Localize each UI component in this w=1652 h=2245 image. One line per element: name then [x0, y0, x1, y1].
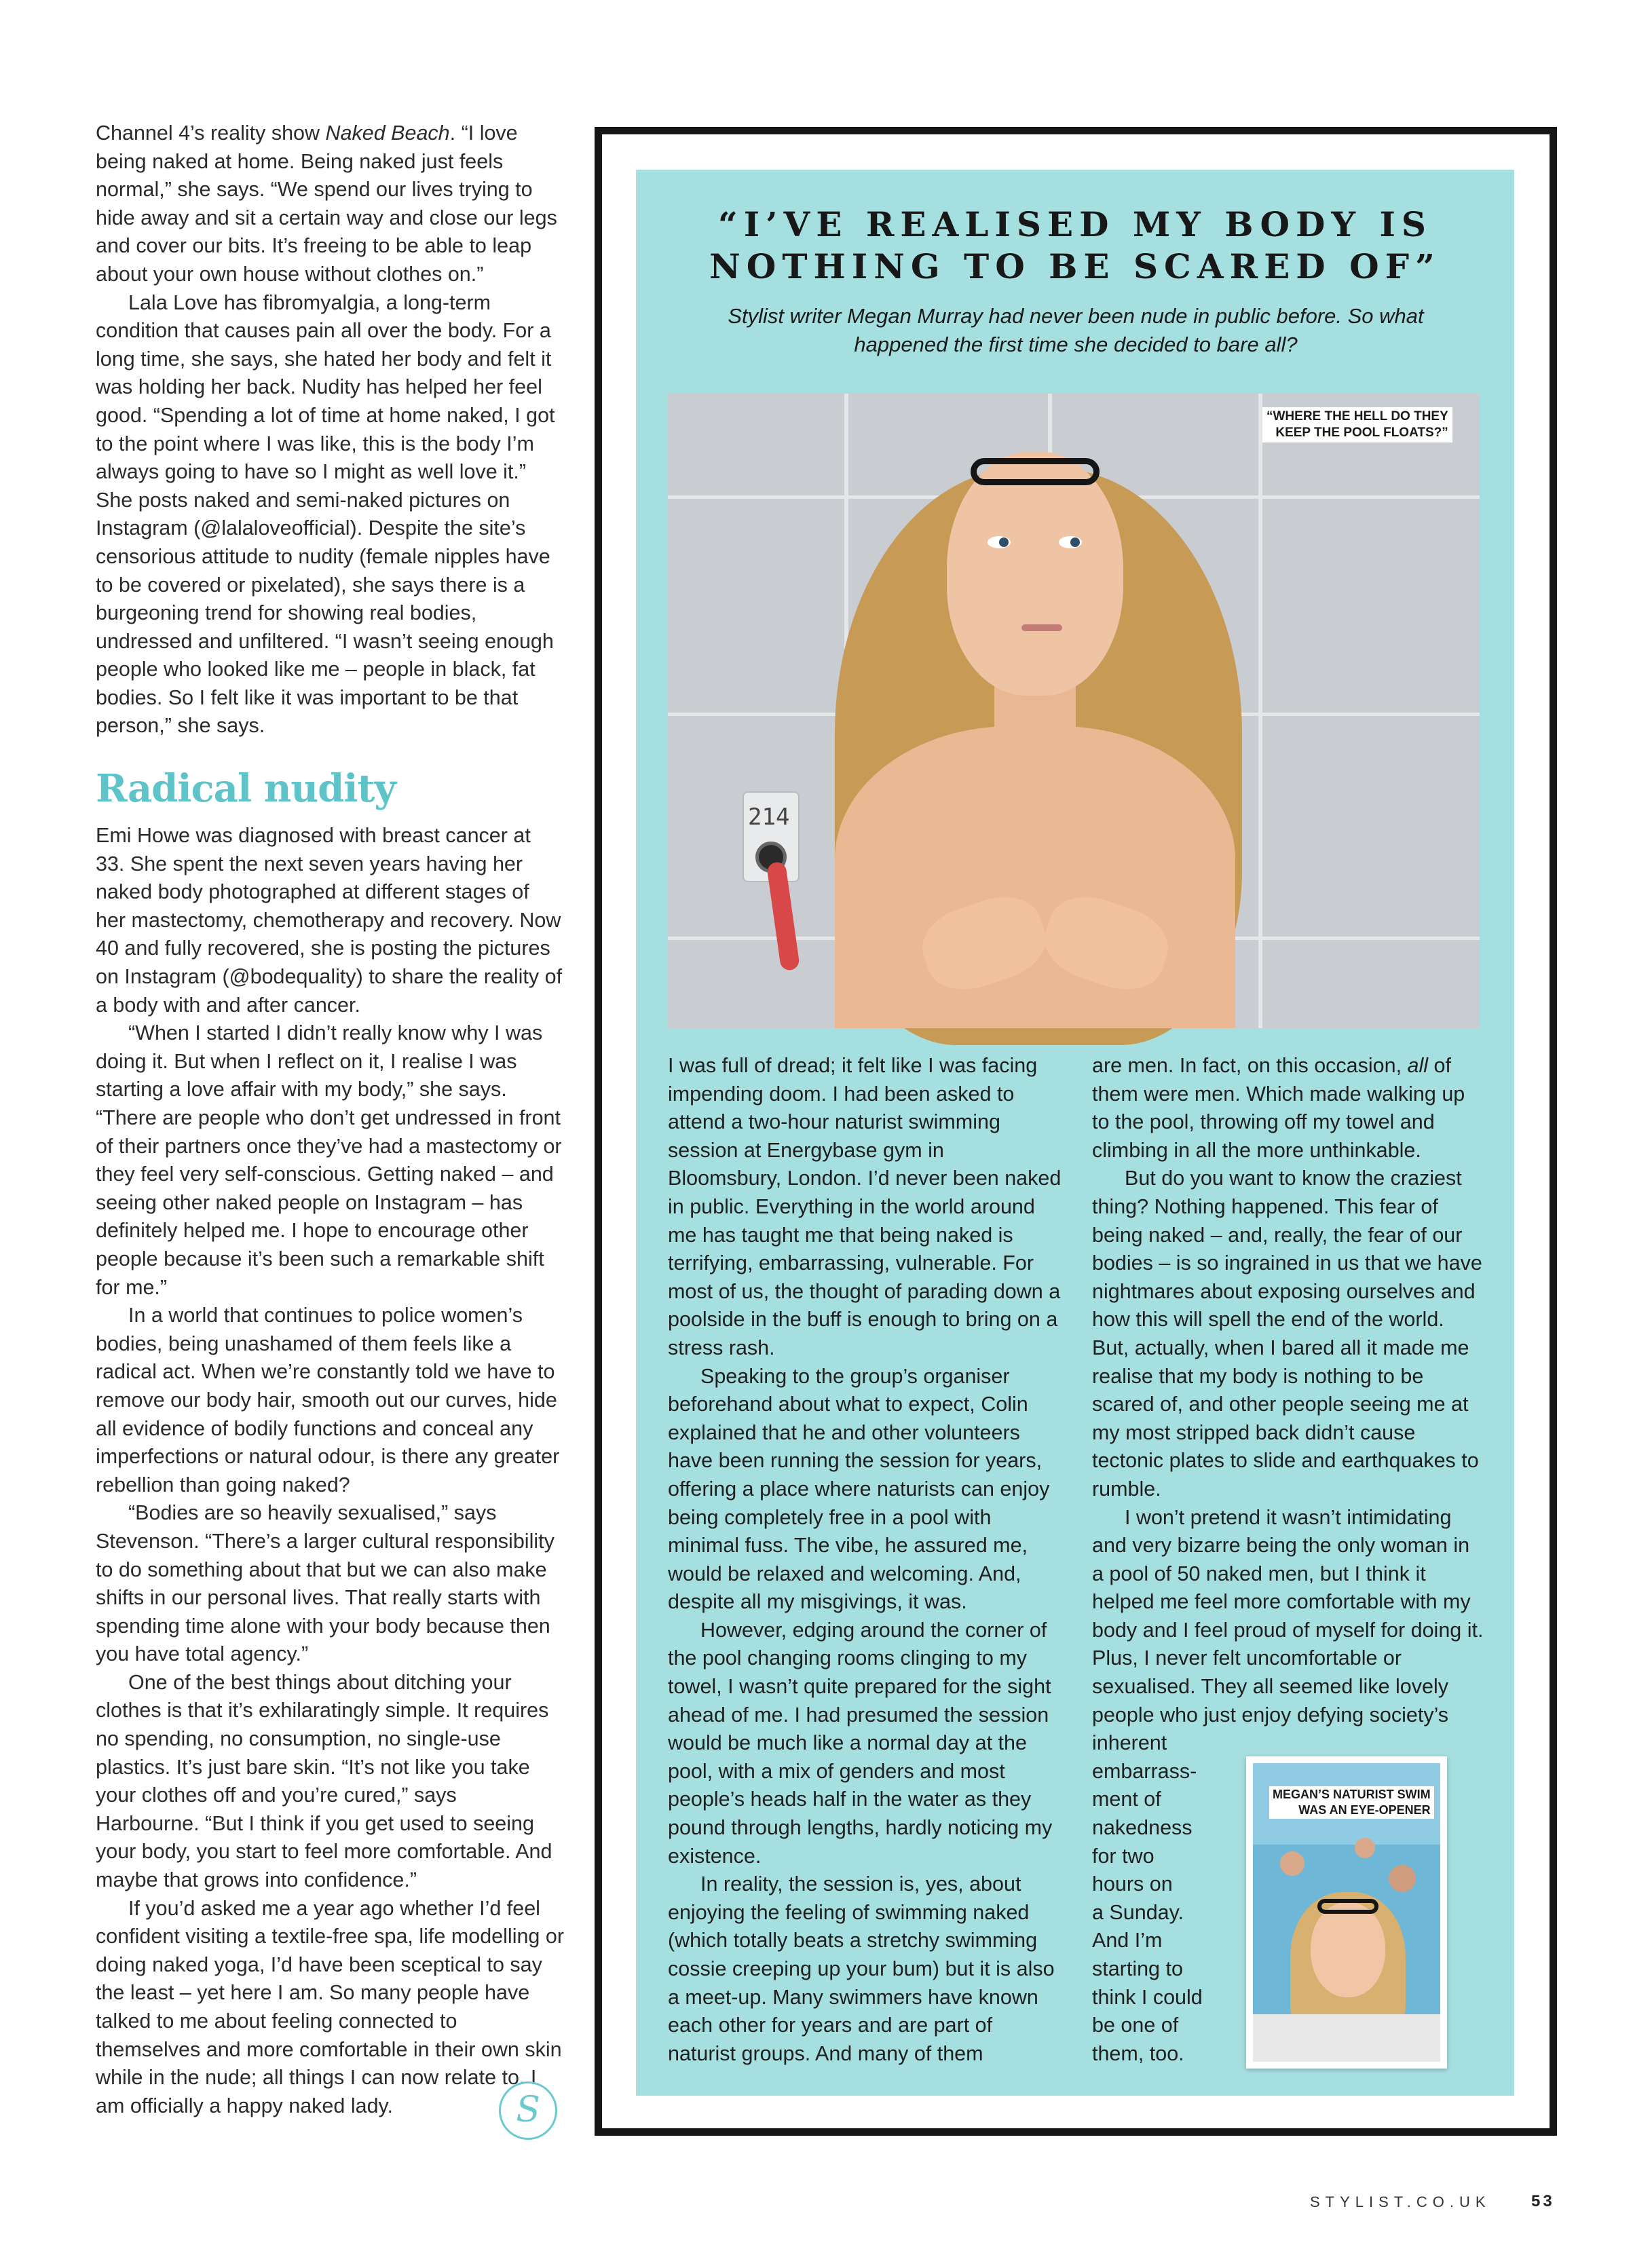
text-line: be one of [1092, 2014, 1179, 2037]
torso-shape [835, 726, 1235, 1028]
box-headline-line: “I’VE REALISED MY BODY IS [717, 204, 1432, 244]
paragraph: “Bodies are so heavily sexualised,” says Stevenson. “There’s a larger cultural responsibility to do something about that but we can also make shifts in our personal lives. That really starts with spending time alone with your body because then you have total agency.” [96, 1501, 555, 1666]
paragraph: I won’t pretend it wasn’t intimidating and very bizarre being the only woman in a pool of 50 naked men, but I think it helped me feel more comfortable with my body and I feel proud of myself for doing it. Plus, I never felt uncomfortable or sexualised. They all seemed like lovely people who just enjoy defying society’s [1092, 1505, 1484, 1727]
paragraph: However, edging around the corner of the pool changing rooms clinging to my towel, I wasn’t quite prepared for the sight ahead of me. I had presumed the session would be much like a normal day at the pool, with a mix of genders and most people’s heads half in the water as they pound through lengths, hardly noticing my existence. [668, 1618, 1053, 1868]
section-subheading: Radical nudity [96, 766, 396, 812]
text-line: think I could [1092, 1985, 1203, 2009]
swim-goggles-icon [971, 458, 1100, 485]
box-column-1 [668, 1052, 1062, 2068]
emphasis: all [1407, 1054, 1429, 1077]
pupil-shape [999, 537, 1009, 547]
paragraph: In a world that continues to police women’s bodies, being unashamed of them feels like a radical act. When we’re constantly told we have to remove our body hair, smooth out our curves, hide all evidence of bodily functions and conceal any imperfections or natural odour, is there any greater rebellion than going naked? [96, 1304, 560, 1496]
paragraph: If you’d asked me a year ago whether I’d feel confident visiting a textile-free spa, life modelling or doing naked yoga, I’d have been sceptical to say the least – yet here I am. So many people have talked to me about feeling connected to themselves and more comfortable in their own skin while in the nude; all things I can now relate to. I am officially a happy naked lady. [96, 1896, 564, 2117]
photo-caption-line: KEEP THE POOL FLOATS?” [1275, 426, 1448, 440]
paragraph: Lala Love has fibromyalgia, a long-term condition that causes pain all over the body. For a long time, she says, she hated her body and felt it was holding her back. Nudity has helped her feel good. “Spending a lot of time at home naked, I got to the point where I was like, this is the body I’m always going to have so I might as well love it.” She posts naked and semi-naked pictures on Instagram (@lalaloveofficial). Despite the site’s censorious attitude to nudity (female nipples have to be covered or pixelated), she says there is a burgeoning trend for showing real bodies, undressed and unfiltered. “I wasn’t seeing enough people who looked like me – people in black, fat bodies. So I felt like it was important to be that person,” she says. [96, 290, 555, 738]
text-line: for two [1092, 1844, 1154, 1868]
face-shape [1311, 1902, 1385, 1997]
paragraph [96, 119, 564, 289]
paragraph [1092, 1052, 1486, 1165]
left-article-column [96, 119, 564, 2120]
photo-caption-line: “WHERE THE HELL DO THEY [1266, 409, 1448, 423]
paragraph: Emi Howe was diagnosed with breast cancer at 33. She spent the next seven years having her naked body photographed at different stages of her mastectomy, chemotherapy and recovery. Now 40 and fully recovered, she is posting the pictures on Instagram (@bodequality) to share the reality of a body with and after cancer. [96, 824, 563, 1017]
text-line: starting to [1092, 1957, 1183, 1980]
paragraph: In reality, the session is, yes, about enjoying the feeling of swimming naked (which totally beats a stretchy swimming cossie creeping up your bum) but it is also a meet-up. Many swimmers have known each other for years and are part of naturist groups. And many of them [668, 1872, 1055, 2065]
paragraph-text: are men. In fact, on this occasion, [1092, 1054, 1408, 1077]
text-line: embarrass- [1092, 1759, 1197, 1783]
face-shape [947, 451, 1123, 696]
swimmer-shape [1280, 1851, 1304, 1876]
mouth-shape [1021, 624, 1062, 631]
paragraph: “When I started I didn’t really know why I was doing it. But when I reflect on it, I realise I was starting a love affair with my body,” she says. “There are people who don’t get undressed in front of their partners once they’ve had a mastectomy or they feel very self-conscious. Getting naked – and seeing other naked people on Instagram – has definitely helped me. I hope to encourage other people because it’s been such a remarkable shift for me.” [96, 1021, 562, 1299]
show-title: Naked Beach [325, 121, 450, 145]
pool-edge [1253, 2014, 1440, 2062]
text-line: inherent [1092, 1731, 1167, 1755]
text-line: them, too. [1092, 2041, 1184, 2065]
text-line: hours on [1092, 1872, 1173, 1896]
paragraph: But do you want to know the craziest thing? Nothing happened. This fear of being naked – and, really, the fear of our bodies – is so ingrained in us that we have nightmares about exposing ourselves and how this will spell the end of the world. But, actually, when I bared all it made me realise that my body is nothing to be scared of, and other people seeing me at my most stripped back didn’t cause tectonic plates to slide and earthquakes to rumble. [1092, 1167, 1482, 1501]
text-line: nakedness [1092, 1816, 1193, 1840]
locker-number: 214 [748, 804, 790, 831]
locker-seam [1258, 394, 1262, 1028]
box-standfirst: Stylist writer Megan Murray had never been nude in public before. So what happened the first time she decided to bare all? [728, 304, 1424, 356]
paragraph: I was full of dread; it felt like I was facing impending doom. I had been asked to attend a two-hour naturist swimming session at Energybase gym in Bloomsbury, London. I’d never been naked in public. Everything in the world around me has taught me that being naked is terrifying, embarrassing, vulnerable. For most of us, the thought of parading down a poolside in the buff is enough to bring on a stress rash. [668, 1054, 1062, 1359]
inset-caption [1269, 1786, 1434, 1819]
swimmer-shape [1389, 1865, 1416, 1892]
stylist-s-logo-icon: S [499, 2081, 557, 2140]
photo-caption [1262, 407, 1452, 442]
footer-website: STYLIST.CO.UK [1310, 2193, 1491, 2210]
page-number: 53 [1531, 2192, 1555, 2210]
pupil-shape [1070, 537, 1080, 547]
box-headline [636, 204, 1514, 288]
swim-goggles-icon [1317, 1899, 1378, 1914]
swimmer-shape [1355, 1838, 1375, 1858]
paragraph-text: Channel 4’s reality show [96, 121, 326, 145]
inset-caption-line: WAS AN EYE-OPENER [1298, 1803, 1431, 1817]
inset-caption-line: MEGAN’S NATURIST SWIM [1273, 1788, 1431, 1801]
paragraph: One of the best things about ditching your clothes is that it’s exhilaratingly simple. It requires no spending, no consumption, no single-use plastics. It’s just bare skin. “It’s not like you take your clothes off and you’re cured,” says Harbourne. “But I think if you get used to seeing your body, you start to feel more comfortable. And maybe that grows into confidence.” [96, 1670, 552, 1892]
paragraph-text: of them were men. Which made walking up to the pool, throwing off my towel and climbing in all the more unthinkable. [1092, 1054, 1465, 1162]
box-headline-line: NOTHING TO BE SCARED OF” [709, 246, 1441, 286]
paragraph: Speaking to the group’s organiser beforehand about what to expect, Colin explained that he and other volunteers have been running the session for years, offering a place where naturists can enjoy being completely free in a pool with minimal fuss. The vibe, he assured me, would be relaxed and welcoming. And, despite all my misgivings, it was. [668, 1364, 1050, 1614]
text-line: ment of [1092, 1788, 1161, 1811]
text-line: a Sunday. [1092, 1900, 1184, 1924]
text-line: And I’m [1092, 1929, 1163, 1952]
paragraph-text: . “I love being naked at home. Being naked just feels normal,” she says. “We spend our lives trying to hide away and sit a certain way and close our legs and cover our bits. It’s freeing to be able to leap about your own house without clothes on.” [96, 121, 557, 286]
